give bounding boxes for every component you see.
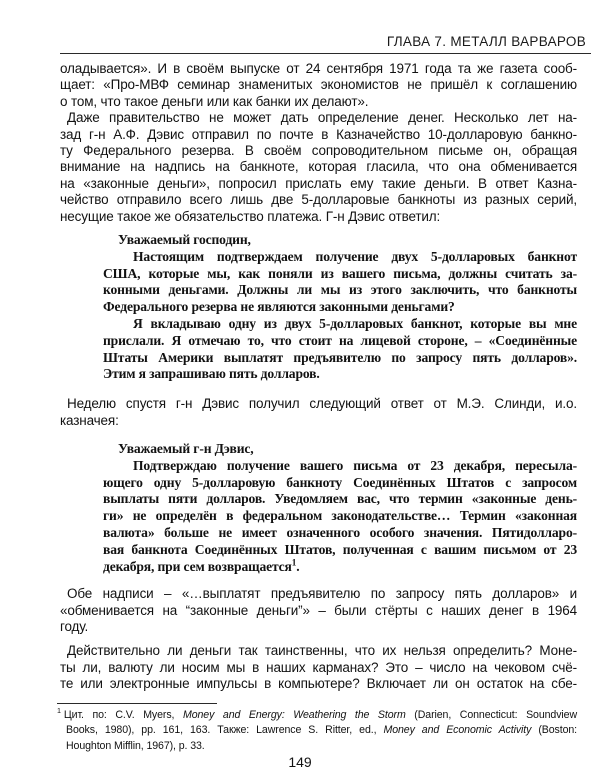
footnote-line [57,723,577,738]
text-line: щает: «Про-МВФ семинар знаменитых экономистов не пришёл к соглашению [60,77,577,93]
book-title: Money and Economic Activity [383,724,532,737]
text-segment: (Boston: [531,724,578,737]
text-line: оладывается». И в своём выпуске от 24 сентября 1971 года та же газета сооб- [60,61,577,76]
footnote-rule [57,703,217,704]
text-line: Подтверждаю получение вашего письма от 23 декабря, пересыла- [133,457,577,473]
text-line: Штаты Америки выплатят предъявителю по запросу пять долларов». [103,349,577,365]
text-line: валюта» больше не имеет означенного особого значения. Пятидолларо- [103,524,577,540]
footnote-marker: 1 [57,706,61,716]
text-line [103,559,577,576]
paragraph [60,643,577,693]
text-line: несущие такое же обязательство платежа. Г-н Дэвис ответил: [60,208,441,224]
text-line: те или электронные импульсы в компьютере? Включает ли он остаток на сбе- [60,676,577,692]
quoted-letter-1 [103,232,577,383]
letter-salutation: Уважаемый г-н Дэвис, [118,441,254,456]
text-line: Неделю спустя г-н Дэвис получил следующий ответ от М.Э. Слинди, и.о. [67,396,577,411]
text-line: ги» не определён в федеральном законодательстве… Термин «законная [103,508,577,524]
paragraph-continuation [60,61,577,110]
text-line: Федерального резерва не являются законными деньгами? [103,299,455,315]
text-line: зад г-н А.Ф. Дэвис отправил по почте в Казначейство 10-долларовую банкно- [60,126,577,142]
quoted-letter-2 [103,441,577,575]
text-line: чейство отправило всего лишь две 5-долларовые банкноты из разных серий, [60,192,577,208]
text-segment: Books, 1980), pp. 161, 163. Также: Lawrence S. Ritter, ed., [66,724,384,737]
text-segment: (Darien, Connecticut: Soundview [405,709,577,721]
paragraph [60,110,577,225]
text-line: выплаты пяти долларов. Уведомляем вас, что термин «законные день- [103,491,577,507]
text-segment: Цит. по: C.V. Myers, [63,709,183,721]
text-line: вая банкнота Соединённых Штатов, полученная с вашим письмом от 23 [103,541,577,557]
footnote [57,708,577,754]
text-line: конными деньгами. Должны ли мы из этого заключить, что банкноты [103,282,577,298]
text-line: ту Федерального резерва. В своём сопроводительном письме он, обращая [60,142,577,158]
body-text-top [60,61,577,225]
text-line: Этим я запрашиваю пять долларов. [103,366,320,382]
text-segment: . [296,558,300,574]
paragraph [60,396,577,429]
text-line: Я вкладываю одну из двух 5-долларовых банкнот, которые вы мне [133,315,577,331]
text-line: «обменивается на “законные деньги”» – были стёрты с наших денег в 1964 [60,602,577,618]
letter-salutation: Уважаемый господин, [118,232,251,247]
letter-paragraph [103,316,577,383]
running-head: ГЛАВА 7. МЕТАЛЛ ВАРВАРОВ [386,34,586,49]
footnote-reference: 1 [291,557,297,568]
paragraph [60,586,577,636]
text-line: о том, что такое деньги или как банки их делают». [60,93,369,109]
text-line: ющего одну 5-долларовую банкноту Соединённых Штатов с запросом [103,474,577,490]
letter-paragraph [103,458,577,576]
text-line: Действительно ли деньги так таинственны, что их нельзя определить? Моне- [67,643,577,658]
text-segment: декабря, при сем возвращается [103,558,292,574]
text-line: году. [60,619,89,634]
text-line: прислали. Я отмечаю то, что стоит на лицевой стороне, – «Соединённые [103,332,577,348]
page-number: 149 [288,754,312,770]
text-line: на «законные деньги», попросил прислать ему такие деньги. В ответ Казна- [60,175,577,191]
text-line: казначея: [60,412,119,428]
letter-paragraph [103,249,577,316]
footnote-line: Houghton Mifflin, 1967), p. 33. [66,739,205,752]
text-line: Настоящим подтверждаем получение двух 5-долларовых банкнот [133,248,577,264]
text-line: Обе надписи – «…выплатят предъявителю по запросу пять долларов» и [67,586,577,601]
text-line: США, которые мы, как поняли из вашего письма, должны считать за- [103,265,577,281]
text-line: ты ли, валюту ли носим мы в наших карманах? Это – число на чековом счё- [60,659,577,675]
footnote-line [57,708,577,723]
text-line: Даже правительство не может дать определение денег. Несколько лет на- [67,110,577,126]
running-head-rule [60,53,591,54]
text-line: внимание на надпись на банкноте, которая гласила, что она обменивается [60,159,577,175]
book-title: Money and Energy: Weathering the Storm [183,709,406,721]
